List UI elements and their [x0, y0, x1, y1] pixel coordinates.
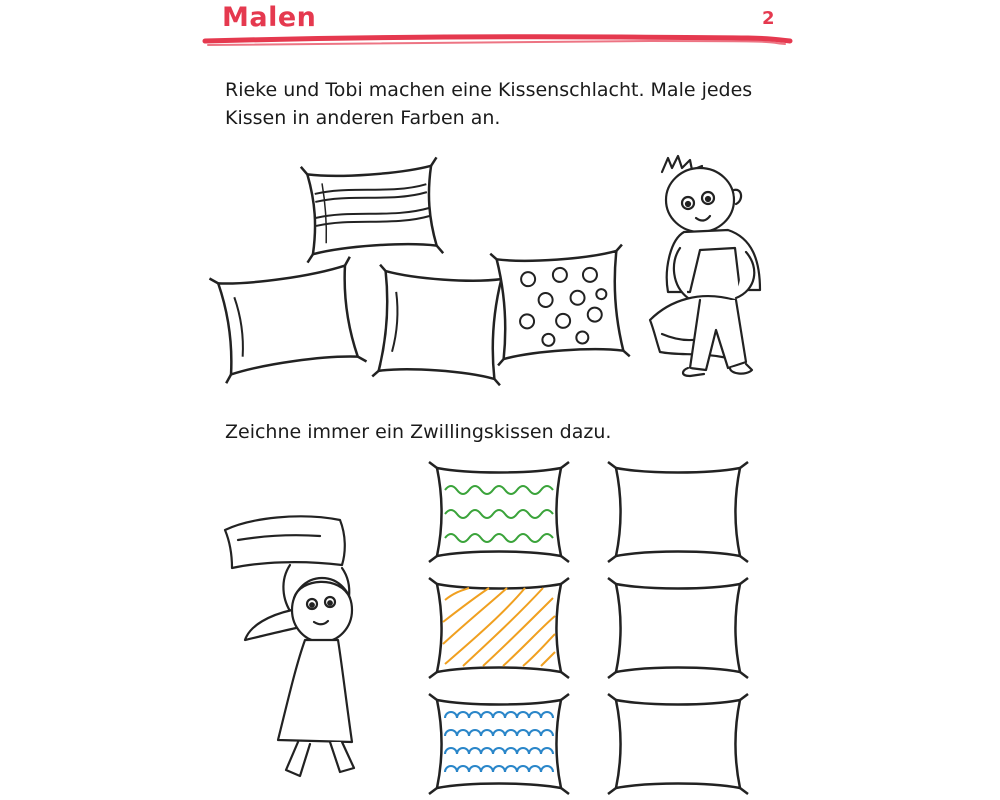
- plain-pillow-middle: [372, 265, 508, 386]
- task2-instruction: Zeichne immer ein Zwillingskissen dazu.: [225, 421, 612, 443]
- zigzag-pillow: [429, 462, 569, 562]
- boy-illustration: [650, 156, 760, 376]
- task1-instruction: Rieke und Tobi machen eine Kissenschlacht. Male jedes Kissen in anderen Farben an.: [225, 79, 753, 129]
- girl-illustration: [225, 516, 354, 776]
- dotted-pillow: [490, 245, 629, 366]
- page-number: 2: [762, 8, 775, 29]
- empty-twin-pillow-2: [608, 578, 748, 678]
- scallop-pillow: [429, 694, 569, 794]
- striped-pillow: [301, 157, 443, 262]
- page-title: Malen: [222, 2, 317, 33]
- empty-twin-pillow-1: [608, 462, 748, 562]
- pillow-grid: [429, 462, 748, 794]
- striped-orange-pillow: [429, 578, 569, 678]
- empty-twin-pillow-3: [608, 694, 748, 794]
- plain-pillow-left: [209, 257, 367, 384]
